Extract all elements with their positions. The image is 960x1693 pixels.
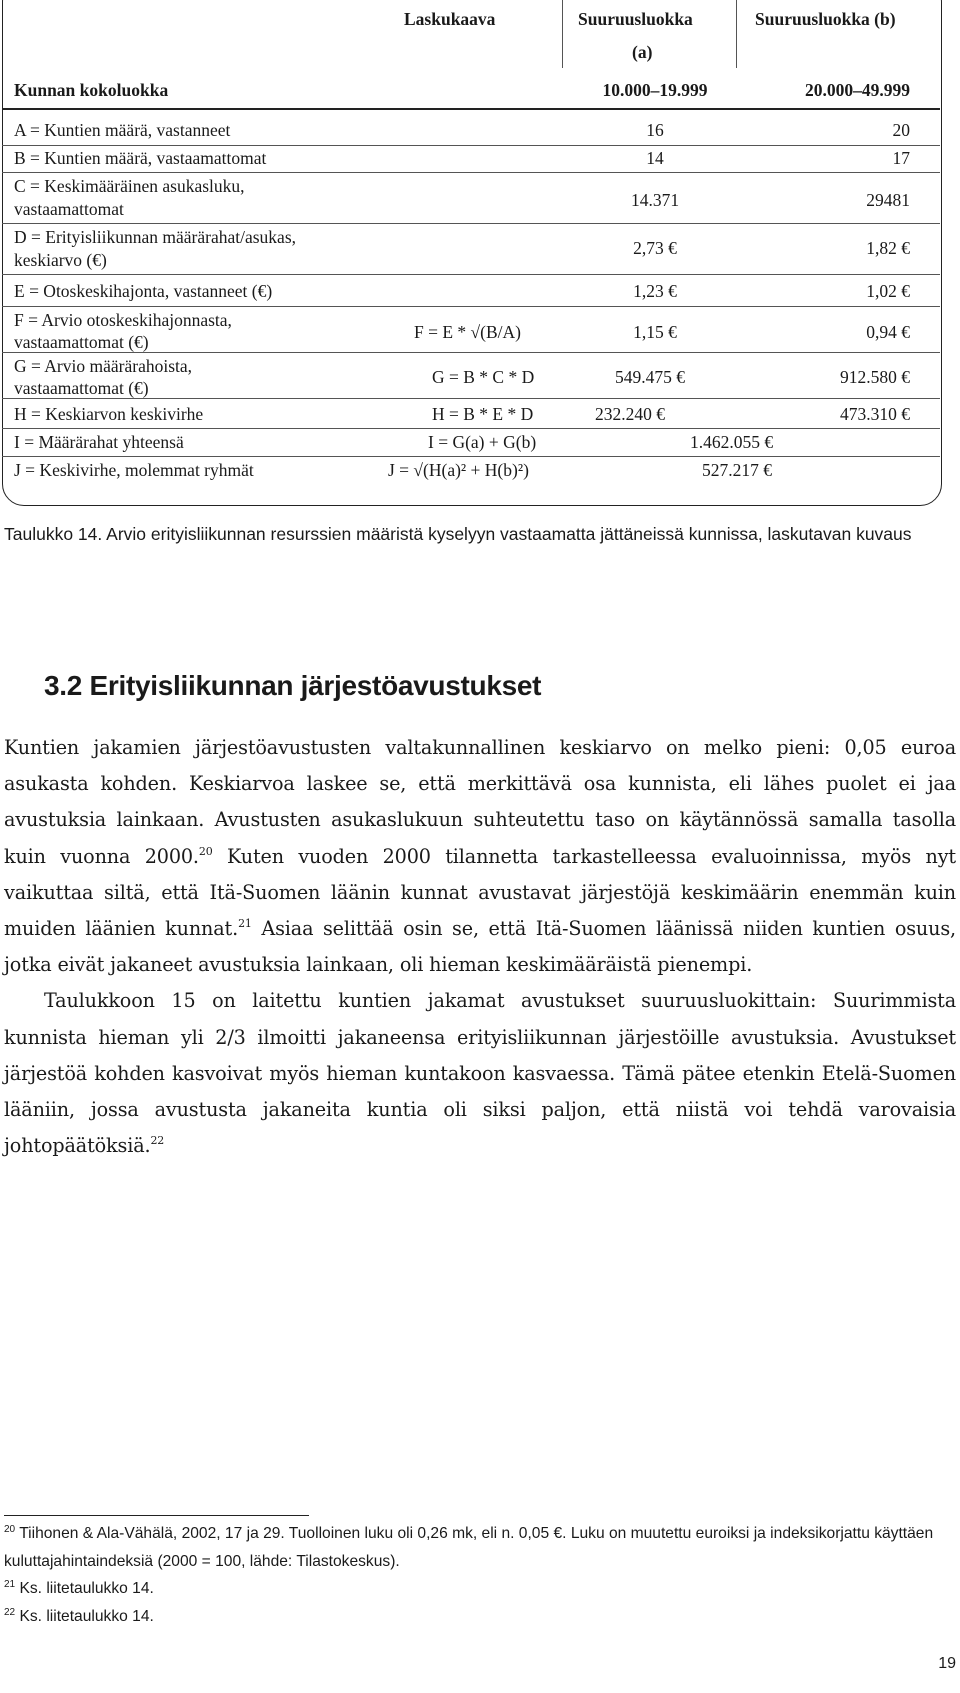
section-heading: 3.2 Erityisliikunnan järjestöavustukset [44, 670, 542, 701]
row-f-formula: F = E * √(B/A) [414, 322, 521, 342]
footnote: $^{22}$ Ks. liitetaulukko 14. [4, 1606, 154, 1625]
footnote: $^{20}$ Tiihonen & Ala-Vähälä, 2002, 17 ja 29. Tuolloinen luku oli 0,26 mk, eli n. 0,05 €. Luku on muutettu euroiksi ja indeksikorjattu käyttäen kuluttajahintaindeksiä (2000 = 100, lähde: Tilastokeskus). [4, 1524, 934, 1570]
footnote-ref[interactable]: 20 [198, 844, 213, 858]
row-d-label: D = Erityisliikunnan määrärahat/asukas, [14, 227, 297, 247]
footnote-rule [4, 1515, 309, 1516]
row-f-label: F = Arvio otoskeskihajonnasta, [14, 310, 232, 330]
table-rule [2, 398, 940, 399]
row-g-label: G = Arvio määrärahoista, [14, 356, 193, 376]
row-g-formula: G = B * C * D [432, 367, 535, 387]
row-a-value-a: 16 [646, 120, 664, 140]
row-f-value-b: 0,94 € [866, 322, 910, 342]
row-d-value-b: 1,82 € [866, 238, 910, 258]
row-c-label-cont: vastaamattomat [14, 199, 124, 219]
row-e-value-a: 1,23 € [633, 281, 677, 301]
row-b-label: B = Kuntien määrä, vastaamattomat [14, 148, 267, 168]
row-a-value-b: 20 [892, 120, 910, 140]
table-rule [2, 428, 940, 429]
header-col-a-suffix: (a) [632, 42, 653, 62]
table-caption: Taulukko 14. Arvio erityisliikunnan resurssien määristä kyselyyn vastaamatta jättäneissä kunnissa, laskutavan kuvaus [4, 524, 912, 544]
footnote-ref[interactable]: 21 [238, 917, 252, 931]
row-d-label-cont: keskiarvo (€) [14, 250, 107, 270]
header-divider [562, 0, 563, 68]
row-c-value-b: 29481 [866, 190, 910, 210]
header-laskukaava: Laskukaava [404, 9, 496, 29]
table-rule [2, 108, 940, 110]
row-g-label-cont: vastaamattomat (€) [14, 378, 149, 398]
footnote: $^{21}$ Ks. liitetaulukko 14. [4, 1579, 154, 1597]
paragraph: Kuntien jakamien järjestöavustusten valtakunnallinen keskiarvo on melko pieni: 0,05 euroa asukasta kohden. Keskiarvoa laskee se, että merkittävä osa kunnista, eli lähes puolet ei jaa avustuksia lainkaan. Avustusten asukaslukuun suhteutettu taso on käytännössä samalla tasolla kuin vuonna 2000.20 Kuten vuoden 2000 tilannetta tarkastelleessa evaluoinnissa, myös nyt vaikuttaa siltä, että Itä-Suomen läänin kunnat avustavat järjestöjä keskimäärin enemmän kuin muiden läänien kunnat.$^{21}$ Asiaa selittää osin se, että Itä-Suomen läänissä niiden kuntien osuus, jotka eivät jakaneet avustuksia lainkaan, oli hieman keskimääräistä pienempi. [4, 736, 956, 977]
row-h-value-a: 232.240 € [595, 404, 665, 424]
row-h-label: H = Keskiarvon keskivirhe [14, 404, 204, 424]
class-row-b: 20.000–49.999 [805, 80, 910, 100]
row-j-formula: J = √(H(a)² + H(b)²) [388, 460, 529, 480]
row-i-formula: I = G(a) + G(b) [428, 432, 537, 452]
row-j-combined: 527.217 € [702, 460, 772, 480]
body-text [4, 730, 956, 1164]
row-c-value-a: 14.371 [630, 190, 680, 210]
table-rule [2, 456, 940, 457]
table-rule [2, 172, 940, 173]
row-d-value-a: 2,73 € [633, 238, 677, 258]
table-rule [2, 274, 940, 275]
row-i-label: I = Määrärahat yhteensä [14, 432, 184, 452]
table-rule [2, 145, 940, 146]
row-b-value-b: 17 [892, 148, 910, 168]
row-e-label: E = Otoskeskihajonta, vastanneet (€) [14, 281, 273, 301]
footnote-ref[interactable]: 22 [150, 1134, 165, 1148]
table-rule [2, 352, 940, 353]
header-col-a: Suuruusluokka [578, 9, 693, 29]
row-g-value-b: 912.580 € [840, 367, 910, 387]
row-j-label: J = Keskivirhe, molemmat ryhmät [14, 460, 254, 480]
header-col-b: Suuruusluokka (b) [755, 9, 896, 29]
paragraph: Taulukkoon 15 on laitettu kuntien jakamat avustukset suuruusluokittain: Suurimmista kunnista hieman yli 2/3 ilmoitti jakaneensa erityisliikunnan järjestöille avustuksia. Avustukset järjestöä kohden kasvoivat myös hieman kuntakoon kasvaessa. Tämä pätee etenkin Etelä-Suomen lääniin, jossa avustusta jakaneita kuntia oli siksi paljon, että niistä voi tehdä varovaisia johtopäätöksiä.$^{22}$ [4, 989, 956, 1158]
row-e-value-b: 1,02 € [866, 281, 910, 301]
row-g-value-a: 549.475 € [615, 367, 685, 387]
page-number: 19 [938, 1655, 956, 1672]
row-b-value-a: 14 [646, 148, 664, 168]
row-f-label-cont: vastaamattomat (€) [14, 332, 149, 352]
row-a-label: A = Kuntien määrä, vastanneet [14, 120, 231, 140]
row-f-value-a: 1,15 € [633, 322, 677, 342]
table-rule [2, 223, 940, 224]
class-row-label: Kunnan kokoluokka [14, 80, 169, 100]
class-row-a: 10.000–19.999 [602, 80, 708, 100]
footnotes [4, 1520, 956, 1630]
header-divider [736, 0, 737, 68]
row-h-value-b: 473.310 € [840, 404, 910, 424]
row-h-formula: H = B * E * D [432, 404, 534, 424]
row-c-label: C = Keskimääräinen asukasluku, [14, 176, 245, 196]
table-rule [2, 306, 940, 307]
row-i-combined: 1.462.055 € [690, 432, 774, 452]
